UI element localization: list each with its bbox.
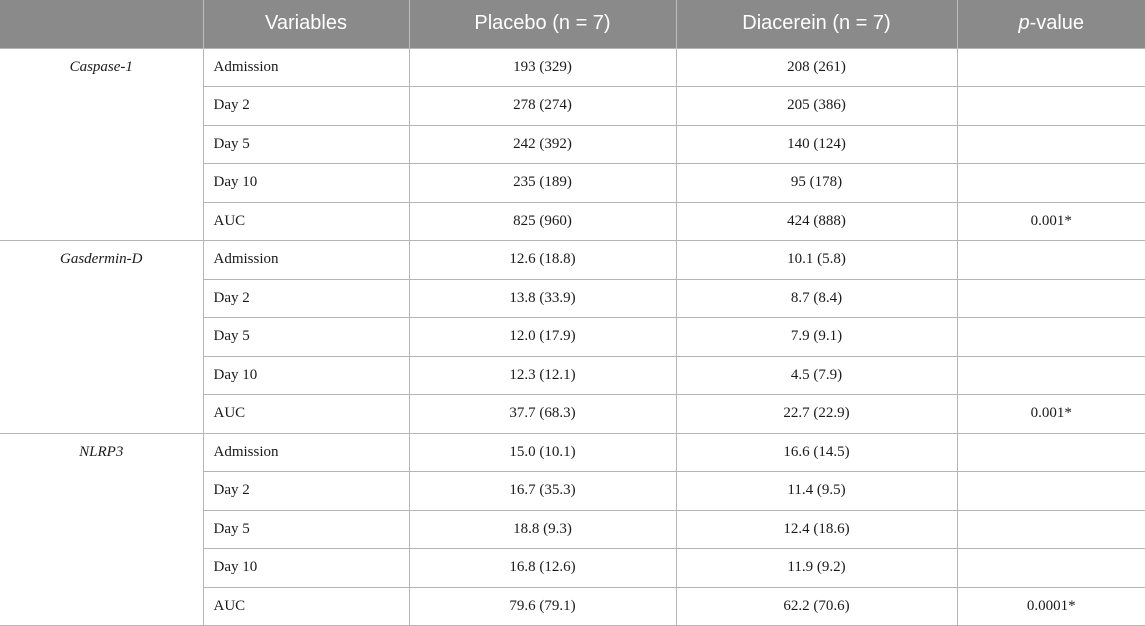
diacerein-cell: 205 (386): [676, 87, 957, 126]
p-value-cell: [957, 125, 1145, 164]
variable-cell: Day 2: [203, 87, 409, 126]
diacerein-cell: 10.1 (5.8): [676, 241, 957, 280]
placebo-cell: 79.6 (79.1): [409, 587, 676, 626]
variable-cell: Day 5: [203, 510, 409, 549]
group-label: Gasdermin-D: [0, 241, 203, 434]
placebo-cell: 18.8 (9.3): [409, 510, 676, 549]
p-value-cell: [957, 241, 1145, 280]
table-body: [0, 48, 1145, 626]
placebo-cell: 12.6 (18.8): [409, 241, 676, 280]
header-group: [0, 0, 203, 48]
table-header: [0, 0, 1145, 48]
placebo-cell: 825 (960): [409, 202, 676, 241]
diacerein-cell: 11.4 (9.5): [676, 472, 957, 511]
p-value-cell: [957, 356, 1145, 395]
diacerein-cell: 424 (888): [676, 202, 957, 241]
p-value-cell: [957, 472, 1145, 511]
diacerein-cell: 8.7 (8.4): [676, 279, 957, 318]
variable-cell: Day 10: [203, 356, 409, 395]
placebo-cell: 16.8 (12.6): [409, 549, 676, 588]
header-row: [0, 0, 1145, 48]
group-label: NLRP3: [0, 433, 203, 626]
diacerein-cell: 7.9 (9.1): [676, 318, 957, 357]
p-value-cell: [957, 164, 1145, 203]
table-row: [0, 433, 1145, 472]
placebo-cell: 16.7 (35.3): [409, 472, 676, 511]
header-diacerein: Diacerein (n = 7): [676, 0, 957, 48]
p-value-cell: [957, 279, 1145, 318]
placebo-cell: 13.8 (33.9): [409, 279, 676, 318]
variable-cell: AUC: [203, 395, 409, 434]
header-p-prefix: p: [1018, 12, 1030, 35]
placebo-cell: 242 (392): [409, 125, 676, 164]
placebo-cell: 15.0 (10.1): [409, 433, 676, 472]
placebo-cell: 12.0 (17.9): [409, 318, 676, 357]
diacerein-cell: 11.9 (9.2): [676, 549, 957, 588]
placebo-cell: 235 (189): [409, 164, 676, 203]
header-p-suffix: -value: [1029, 12, 1085, 35]
p-value-cell: [957, 549, 1145, 588]
variable-cell: Day 5: [203, 125, 409, 164]
diacerein-cell: 12.4 (18.6): [676, 510, 957, 549]
variable-cell: Admission: [203, 241, 409, 280]
variable-cell: Day 10: [203, 549, 409, 588]
group-label: Caspase-1: [0, 48, 203, 241]
placebo-cell: 278 (274): [409, 87, 676, 126]
header-placebo: Placebo (n = 7): [409, 0, 676, 48]
variable-cell: Admission: [203, 433, 409, 472]
p-value-cell: 0.001*: [957, 202, 1145, 241]
placebo-cell: 12.3 (12.1): [409, 356, 676, 395]
variable-cell: Day 2: [203, 279, 409, 318]
p-value-cell: [957, 510, 1145, 549]
p-value-cell: [957, 48, 1145, 87]
p-value-cell: [957, 318, 1145, 357]
p-value-cell: [957, 87, 1145, 126]
variable-cell: AUC: [203, 202, 409, 241]
variable-cell: Admission: [203, 48, 409, 87]
variable-cell: Day 2: [203, 472, 409, 511]
placebo-cell: 37.7 (68.3): [409, 395, 676, 434]
diacerein-cell: 95 (178): [676, 164, 957, 203]
diacerein-cell: 62.2 (70.6): [676, 587, 957, 626]
placebo-cell: 193 (329): [409, 48, 676, 87]
p-value-cell: 0.0001*: [957, 587, 1145, 626]
diacerein-cell: 208 (261): [676, 48, 957, 87]
variable-cell: AUC: [203, 587, 409, 626]
variable-cell: Day 5: [203, 318, 409, 357]
header-p-value: [957, 0, 1145, 48]
diacerein-cell: 16.6 (14.5): [676, 433, 957, 472]
diacerein-cell: 4.5 (7.9): [676, 356, 957, 395]
variable-cell: Day 10: [203, 164, 409, 203]
p-value-cell: 0.001*: [957, 395, 1145, 434]
table-row: [0, 241, 1145, 280]
p-value-cell: [957, 433, 1145, 472]
table-row: [0, 48, 1145, 87]
header-variables: Variables: [203, 0, 409, 48]
diacerein-cell: 22.7 (22.9): [676, 395, 957, 434]
diacerein-cell: 140 (124): [676, 125, 957, 164]
